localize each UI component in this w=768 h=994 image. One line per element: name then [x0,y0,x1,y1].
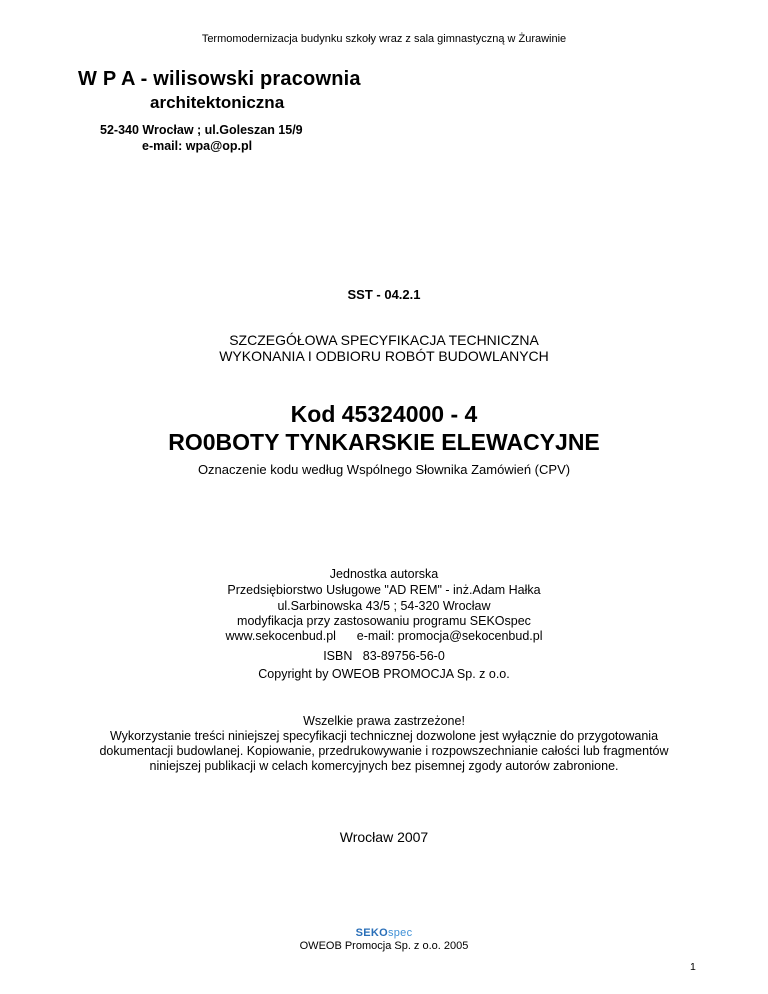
author-address: ul.Sarbinowska 43/5 ; 54-320 Wrocław [277,599,491,613]
rights-text-line2: dokumentacji budowlanej. Kopiowanie, przedrukowywanie i rozpowszechnianie całości lub fragmentów [99,744,669,758]
isbn: ISBN 83-89756-56-0 [323,649,445,663]
page-number: 1 [690,961,696,973]
place-date: Wrocław 2007 [339,829,429,845]
spec-title-line1: SZCZEGÓŁOWA SPECYFIKACJA TECHNICZNA [229,332,539,348]
work-title: RO0BOTY TYNKARSKIE ELEWACYJNE [168,429,600,455]
author-company: Przedsiębiorstwo Usługowe "AD REM" - inż.Adam Hałka [227,583,541,597]
running-header: Termomodernizacja budynku szkoły wraz z sala gimnastyczną w Żurawinie [201,33,567,45]
cpv-note: Oznaczenie kodu według Wspólnego Słownika Zamówień (CPV) [197,462,571,477]
firm-name-continuation: architektoniczna [150,93,285,112]
sekospec-logo [0,927,768,939]
logo-part-seko: SEKO [355,927,388,939]
cpv-code: Kod 45324000 - 4 [290,401,478,427]
firm-email: e-mail: wpa@op.pl [142,139,253,153]
author-modification: modyfikacja przy zastosowaniu programu SEKOspec [237,614,531,628]
copyright: Copyright by OWEOB PROMOCJA Sp. z o.o. [258,667,510,681]
footer-text: OWEOB Promocja Sp. z o.o. 2005 [299,940,469,952]
firm-name: W P A - wilisowski pracownia [78,68,361,90]
spec-title-line2: WYKONANIA I ODBIORU ROBÓT BUDOWLANYCH [219,348,549,364]
rights-text-line3: niniejszej publikacji w celach komercyjnych bez pisemnej zgody autorów zabronione. [149,759,619,773]
spec-code: SST - 04.2.1 [347,287,421,302]
rights-text-line1: Wykorzystanie treści niniejszej specyfikacji technicznej dozwolone jest wyłącznie do przygotowania [109,729,659,743]
author-web-email: www.sekocenbud.pl e-mail: promocja@sekocenbud.pl [225,629,543,643]
author-unit-label: Jednostka autorska [329,567,439,581]
logo-part-spec: spec [387,927,413,939]
rights-heading: Wszelkie prawa zastrzeżone! [303,714,465,728]
firm-address: 52-340 Wrocław ; ul.Goleszan 15/9 [100,123,303,137]
